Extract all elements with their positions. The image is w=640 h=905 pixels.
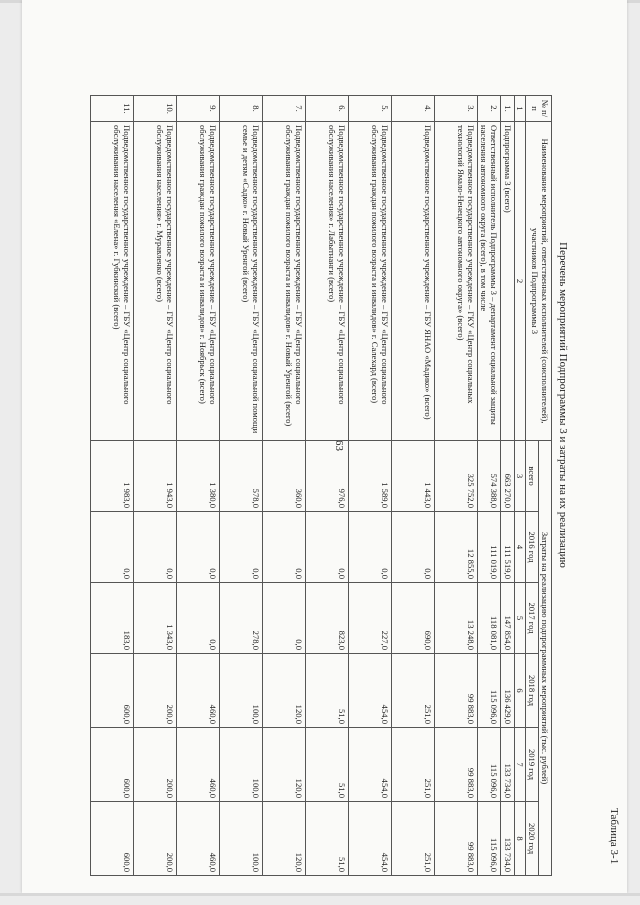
cost-year-cell: 13 248,0	[435, 583, 478, 654]
cost-year-cell: 600,0	[91, 654, 134, 728]
cost-year-cell: 200,0	[134, 728, 177, 802]
row-number: 5.	[349, 96, 392, 122]
cost-year-cell: 100,0	[220, 802, 263, 876]
row-number: 4.	[392, 96, 435, 122]
row-number: 3.	[435, 96, 478, 122]
cost-year-cell: 115 096,0	[478, 728, 501, 802]
cost-year-cell: 133 734,0	[501, 728, 514, 802]
cost-year-cell: 278,0	[220, 583, 263, 654]
cost-year-cell: 454,0	[349, 802, 392, 876]
cost-year-cell: 136 429,0	[501, 654, 514, 728]
cost-total-cell: 1 983,0	[91, 441, 134, 512]
column-index: 6	[514, 654, 525, 728]
row-name: Подведомственное государственное учреждение – ГБУ «Центр социального обслуживания населения «Елена» г. Губкинский (всего)	[91, 122, 134, 441]
cost-year-cell: 200,0	[134, 802, 177, 876]
column-index: 5	[514, 583, 525, 654]
cost-total-cell: 976,0	[306, 441, 349, 512]
cost-total-cell: 663 270,0	[501, 441, 514, 512]
row-number: 8.	[220, 96, 263, 122]
column-index: 7	[514, 728, 525, 802]
cost-year-cell: 120,0	[263, 728, 306, 802]
row-name: Подведомственное государственное учреждение – ГБУ «Центр социального обслуживания населения» г. Муравленко (всего)	[134, 122, 177, 441]
cost-year-cell: 100,0	[220, 728, 263, 802]
table-row	[177, 96, 220, 876]
document-title: Перечень мероприятий Подпрограммы 3 и затраты на их реализацию	[557, 242, 569, 568]
cost-year-cell: 183,0	[91, 583, 134, 654]
cost-year-cell: 115 096,0	[478, 654, 501, 728]
cost-year-cell: 251,0	[392, 654, 435, 728]
row-name: Подведомственное государственное учреждение – ГКУ «Центр социальных технологий Ямало-Ненецкого автономного округа» (всего)	[435, 122, 478, 441]
row-name: Подпрограмма 3 (всего)	[501, 122, 514, 441]
row-number: 6.	[306, 96, 349, 122]
cost-year-cell: 251,0	[392, 802, 435, 876]
header-row-1	[538, 96, 551, 876]
table-label: Таблица 3-1	[608, 808, 620, 865]
page-number: 63	[333, 440, 345, 451]
row-number: 2.	[478, 96, 501, 122]
cost-year-cell: 0,0	[177, 512, 220, 583]
cost-total-cell: 1 943,0	[134, 441, 177, 512]
subprogram-costs-table	[90, 95, 552, 876]
row-name: Подведомственное государственное учреждение – ГБУ «Центр социальной помощи семье и детям «Садко» г. Новый Уренгой (всего)	[220, 122, 263, 441]
table-row	[349, 96, 392, 876]
cost-total-cell: 1 589,0	[349, 441, 392, 512]
row-name: Подведомственное государственное учреждение – ГБУ ЯНАО «Мадико» (всего)	[392, 122, 435, 441]
table-row	[392, 96, 435, 876]
header-name: Наименование мероприятий, ответственных исполнителей (соисполнителей), участников Подпрограммы 3	[525, 122, 551, 441]
cost-year-cell: 600,0	[91, 728, 134, 802]
cost-year-cell: 0,0	[392, 512, 435, 583]
header-year: 2019 год	[525, 728, 538, 802]
row-number: 11.	[91, 96, 134, 122]
cost-total-cell: 574 388,0	[478, 441, 501, 512]
cost-year-cell: 460,0	[177, 728, 220, 802]
table-row	[220, 96, 263, 876]
cost-total-cell: 578,0	[220, 441, 263, 512]
header-total: всего	[525, 441, 538, 512]
table-row	[435, 96, 478, 876]
cost-year-cell: 0,0	[134, 512, 177, 583]
cost-year-cell: 200,0	[134, 654, 177, 728]
table-row	[91, 96, 134, 876]
cost-year-cell: 0,0	[263, 583, 306, 654]
cost-total-cell: 1 443,0	[392, 441, 435, 512]
table-row	[134, 96, 177, 876]
cost-year-cell: 99 883,0	[435, 802, 478, 876]
cost-total-cell: 325 752,0	[435, 441, 478, 512]
row-name: Подведомственное государственное учреждение – ГБУ «Центр социального обслуживания граждан пожилого возраста и инвалидов» г. Салехард (всего)	[349, 122, 392, 441]
column-index-row	[514, 96, 525, 876]
column-index: 8	[514, 802, 525, 876]
cost-year-cell: 111 519,0	[501, 512, 514, 583]
column-index: 3	[514, 441, 525, 512]
cost-year-cell: 600,0	[91, 802, 134, 876]
cost-year-cell: 1 343,0	[134, 583, 177, 654]
row-number: 1.	[501, 96, 514, 122]
cost-year-cell: 147 854,0	[501, 583, 514, 654]
table-row	[501, 96, 514, 876]
column-index: 4	[514, 512, 525, 583]
cost-year-cell: 823,0	[306, 583, 349, 654]
cost-year-cell: 120,0	[263, 654, 306, 728]
row-name: Подведомственное государственное учреждение – ГБУ «Центр социального обслуживания населения» г. Лабытнанги (всего)	[306, 122, 349, 441]
table-row	[263, 96, 306, 876]
cost-year-cell: 111 019,0	[478, 512, 501, 583]
row-name: Подведомственное государственное учреждение – ГБУ «Центр социального обслуживания граждан пожилого возраста и инвалидов» г. Новый Уренгой (всего)	[263, 122, 306, 441]
table-row	[478, 96, 501, 876]
row-name: Подведомственное государственное учреждение – ГБУ «Центр социального обслуживания граждан пожилого возраста и инвалидов» г. Ноябрьск (всего)	[177, 122, 220, 441]
cost-year-cell: 454,0	[349, 728, 392, 802]
row-number: 9.	[177, 96, 220, 122]
header-year: 2018 год	[525, 654, 538, 728]
cost-year-cell: 133 734,0	[501, 802, 514, 876]
cost-year-cell: 0,0	[263, 512, 306, 583]
header-year: 2016 год	[525, 512, 538, 583]
cost-total-cell: 1 380,0	[177, 441, 220, 512]
row-number: 10.	[134, 96, 177, 122]
header-year: 2017 год	[525, 583, 538, 654]
cost-total-cell: 360,0	[263, 441, 306, 512]
row-number: 7.	[263, 96, 306, 122]
cost-year-cell: 227,0	[349, 583, 392, 654]
header-year: 2020 год	[525, 802, 538, 876]
cost-year-cell: 460,0	[177, 654, 220, 728]
cost-year-cell: 51,0	[306, 728, 349, 802]
cost-year-cell: 0,0	[349, 512, 392, 583]
cost-year-cell: 0,0	[177, 583, 220, 654]
cost-year-cell: 12 855,0	[435, 512, 478, 583]
cost-year-cell: 0,0	[306, 512, 349, 583]
cost-year-cell: 99 883,0	[435, 654, 478, 728]
cost-year-cell: 0,0	[220, 512, 263, 583]
cost-year-cell: 115 096,0	[478, 802, 501, 876]
row-name: Ответственный исполнитель Подпрограммы 3 – департамент социальной защиты населения автономного округа (всего), в том числе	[478, 122, 501, 441]
column-index: 1	[514, 96, 525, 122]
cost-year-cell: 690,0	[392, 583, 435, 654]
cost-year-cell: 51,0	[306, 654, 349, 728]
column-index: 2	[514, 122, 525, 441]
cost-year-cell: 51,0	[306, 802, 349, 876]
cost-year-cell: 0,0	[91, 512, 134, 583]
header-costs-group: Затраты на реализацию подпрограммных мероприятий (тыс. рублей)	[538, 441, 551, 876]
header-num: № п/п	[525, 96, 551, 122]
cost-year-cell: 99 883,0	[435, 728, 478, 802]
cost-year-cell: 100,0	[220, 654, 263, 728]
cost-year-cell: 251,0	[392, 728, 435, 802]
cost-year-cell: 118 081,0	[478, 583, 501, 654]
table-row	[306, 96, 349, 876]
cost-year-cell: 454,0	[349, 654, 392, 728]
cost-year-cell: 120,0	[263, 802, 306, 876]
cost-year-cell: 460,0	[177, 802, 220, 876]
